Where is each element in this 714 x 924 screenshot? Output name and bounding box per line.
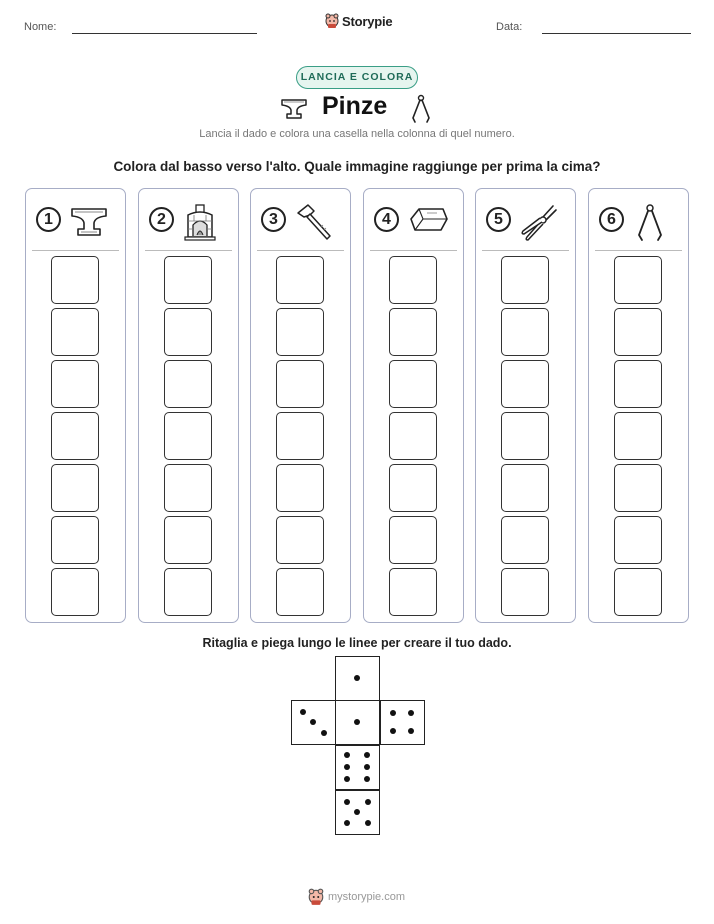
dice-pip bbox=[365, 799, 371, 805]
column-divider bbox=[32, 250, 119, 251]
color-box[interactable] bbox=[501, 568, 549, 616]
color-box[interactable] bbox=[164, 256, 212, 304]
dice-face-3 bbox=[291, 700, 336, 745]
dice-pip bbox=[364, 752, 370, 758]
color-box[interactable] bbox=[276, 308, 324, 356]
color-box[interactable] bbox=[501, 308, 549, 356]
column-5 bbox=[475, 188, 576, 623]
column-header bbox=[599, 203, 679, 239]
color-box[interactable] bbox=[614, 256, 662, 304]
color-box[interactable] bbox=[164, 308, 212, 356]
tongs-icon bbox=[632, 203, 668, 248]
column-number: 2 bbox=[149, 207, 174, 232]
column-number: 4 bbox=[374, 207, 399, 232]
dice-pip bbox=[344, 820, 350, 826]
storypie-mascot-icon bbox=[325, 13, 339, 29]
dice-pip bbox=[354, 675, 360, 681]
dice-face-6 bbox=[335, 745, 380, 790]
brand-name: Storypie bbox=[342, 13, 393, 29]
dice-face-1 bbox=[335, 656, 380, 701]
column-6 bbox=[588, 188, 689, 623]
dice-pip bbox=[344, 752, 350, 758]
dice-pip bbox=[390, 728, 396, 734]
column-divider bbox=[595, 250, 682, 251]
dice-face-1 bbox=[335, 700, 380, 745]
column-divider bbox=[370, 250, 457, 251]
color-box[interactable] bbox=[51, 308, 99, 356]
column-number: 6 bbox=[599, 207, 624, 232]
dice-pip bbox=[344, 776, 350, 782]
dice-pip bbox=[310, 719, 316, 725]
color-box[interactable] bbox=[501, 256, 549, 304]
instruction: Colora dal basso verso l'alto. Quale immagine raggiunge per prima la cima? bbox=[113, 159, 601, 174]
color-box[interactable] bbox=[51, 568, 99, 616]
color-box[interactable] bbox=[51, 464, 99, 512]
column-header bbox=[374, 203, 454, 239]
color-box[interactable] bbox=[389, 308, 437, 356]
column-header bbox=[36, 203, 116, 239]
color-box[interactable] bbox=[389, 360, 437, 408]
dice-pip bbox=[365, 820, 371, 826]
color-box[interactable] bbox=[276, 516, 324, 564]
color-box[interactable] bbox=[614, 516, 662, 564]
column-divider bbox=[482, 250, 569, 251]
color-box[interactable] bbox=[164, 412, 212, 460]
color-box[interactable] bbox=[614, 308, 662, 356]
color-box[interactable] bbox=[501, 516, 549, 564]
pliers-icon bbox=[519, 203, 559, 248]
color-box[interactable] bbox=[389, 516, 437, 564]
column-number: 3 bbox=[261, 207, 286, 232]
color-box[interactable] bbox=[614, 568, 662, 616]
color-box[interactable] bbox=[501, 464, 549, 512]
color-box[interactable] bbox=[276, 360, 324, 408]
storypie-mascot-icon bbox=[308, 888, 324, 906]
color-box[interactable] bbox=[614, 360, 662, 408]
color-box[interactable] bbox=[164, 568, 212, 616]
dice-pip bbox=[390, 710, 396, 716]
name-label: Nome: bbox=[24, 21, 57, 33]
color-box[interactable] bbox=[51, 256, 99, 304]
color-box[interactable] bbox=[389, 412, 437, 460]
color-box[interactable] bbox=[276, 568, 324, 616]
column-divider bbox=[145, 250, 232, 251]
hammer-icon bbox=[294, 203, 334, 246]
footer bbox=[308, 888, 405, 906]
column-2 bbox=[138, 188, 239, 623]
title-row bbox=[0, 92, 714, 126]
dice-pip bbox=[354, 719, 360, 725]
column-3 bbox=[250, 188, 351, 623]
color-box[interactable] bbox=[501, 360, 549, 408]
color-box[interactable] bbox=[276, 412, 324, 460]
color-box[interactable] bbox=[389, 256, 437, 304]
metal-ingot-icon bbox=[407, 203, 451, 242]
color-box[interactable] bbox=[276, 256, 324, 304]
color-box[interactable] bbox=[614, 412, 662, 460]
color-box[interactable] bbox=[164, 464, 212, 512]
column-number: 1 bbox=[36, 207, 61, 232]
cut-instruction: Ritaglia e piega lungo le linee per creare il tuo dado. bbox=[202, 636, 512, 650]
dice-pip bbox=[364, 776, 370, 782]
dice-pip bbox=[321, 730, 327, 736]
color-box[interactable] bbox=[51, 360, 99, 408]
name-line bbox=[72, 33, 257, 34]
tongs-icon bbox=[409, 94, 433, 124]
color-box[interactable] bbox=[164, 516, 212, 564]
column-header bbox=[486, 203, 566, 239]
date-line bbox=[542, 33, 691, 34]
column-1 bbox=[25, 188, 126, 623]
anvil-icon bbox=[69, 203, 109, 244]
page-title: Pinze bbox=[322, 92, 388, 120]
color-box[interactable] bbox=[164, 360, 212, 408]
dice-pip bbox=[344, 764, 350, 770]
color-box[interactable] bbox=[276, 464, 324, 512]
dice-pip bbox=[364, 764, 370, 770]
anvil-icon bbox=[280, 96, 308, 120]
color-box[interactable] bbox=[614, 464, 662, 512]
brand-logo bbox=[325, 13, 392, 29]
column-number: 5 bbox=[486, 207, 511, 232]
dice-pip bbox=[408, 728, 414, 734]
dice-pip bbox=[300, 709, 306, 715]
color-box[interactable] bbox=[51, 516, 99, 564]
color-box[interactable] bbox=[389, 568, 437, 616]
dice-face-5 bbox=[335, 790, 380, 835]
dice-pip bbox=[344, 799, 350, 805]
color-box[interactable] bbox=[389, 464, 437, 512]
dice-face-4 bbox=[380, 700, 425, 745]
column-header bbox=[261, 203, 341, 239]
activity-badge: LANCIA E COLORA bbox=[296, 66, 418, 89]
color-box[interactable] bbox=[501, 412, 549, 460]
column-divider bbox=[257, 250, 344, 251]
date-label: Data: bbox=[496, 21, 523, 33]
column-header bbox=[149, 203, 229, 239]
footer-url: mystorypie.com bbox=[328, 891, 406, 903]
forge-furnace-icon bbox=[182, 203, 218, 246]
subtitle: Lancia il dado e colora una casella nella colonna di quel numero. bbox=[199, 128, 515, 140]
color-box[interactable] bbox=[51, 412, 99, 460]
column-4 bbox=[363, 188, 464, 623]
dice-pip bbox=[408, 710, 414, 716]
dice-pip bbox=[354, 809, 360, 815]
